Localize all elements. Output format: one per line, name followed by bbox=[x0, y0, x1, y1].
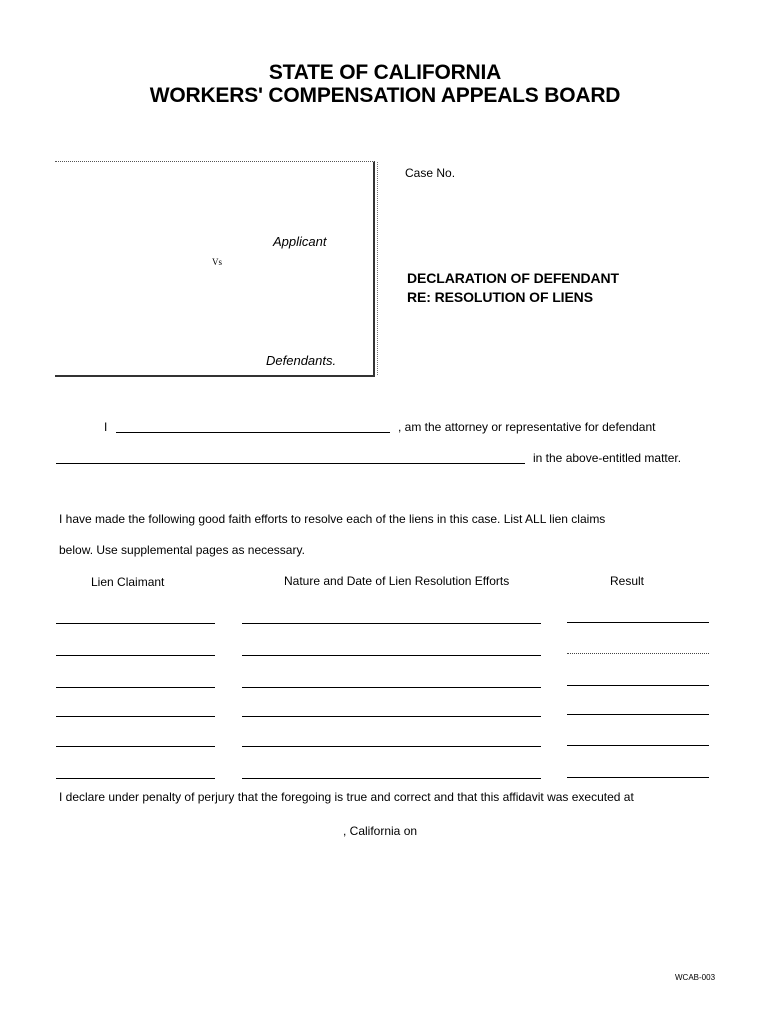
lien-claimant-line[interactable] bbox=[56, 778, 215, 779]
resolution-efforts-line[interactable] bbox=[242, 746, 541, 747]
result-line[interactable] bbox=[567, 685, 709, 686]
lien-claimant-line[interactable] bbox=[56, 655, 215, 656]
case-caption-box bbox=[55, 161, 375, 377]
penalty-of-perjury-statement: I declare under penalty of perjury that the foregoing is true and correct and that this affidavit was executed at bbox=[59, 790, 634, 804]
declaration-title-line1: DECLARATION OF DEFENDANT bbox=[407, 270, 619, 286]
declaration-title-line2: RE: RESOLUTION OF LIENS bbox=[407, 289, 593, 305]
applicant-label: Applicant bbox=[273, 234, 327, 249]
above-entitled-matter-text: in the above-entitled matter. bbox=[533, 451, 682, 465]
lien-claimant-line[interactable] bbox=[56, 623, 215, 624]
resolution-efforts-line[interactable] bbox=[242, 655, 541, 656]
column-header-resolution-efforts: Nature and Date of Lien Resolution Efforts bbox=[284, 574, 510, 588]
california-on-text: , California on bbox=[343, 824, 418, 838]
defendants-label: Defendants. bbox=[266, 353, 337, 368]
column-header-lien-claimant: Lien Claimant bbox=[91, 575, 165, 589]
form-id-label: WCAB-003 bbox=[675, 973, 716, 982]
case-number-label: Case No. bbox=[405, 166, 456, 180]
declarant-name-line[interactable] bbox=[116, 432, 390, 433]
lien-claimant-line[interactable] bbox=[56, 746, 215, 747]
declarant-i-label: I bbox=[104, 420, 108, 434]
result-line[interactable] bbox=[567, 653, 709, 654]
defendant-name-line[interactable] bbox=[56, 463, 525, 464]
efforts-statement-line2: below. Use supplemental pages as necessary. bbox=[59, 543, 305, 557]
result-line[interactable] bbox=[567, 622, 709, 623]
vs-label: Vs bbox=[212, 257, 223, 267]
resolution-efforts-line[interactable] bbox=[242, 716, 541, 717]
resolution-efforts-line[interactable] bbox=[242, 623, 541, 624]
lien-claimant-line[interactable] bbox=[56, 687, 215, 688]
result-line[interactable] bbox=[567, 777, 709, 778]
lien-claimant-line[interactable] bbox=[56, 716, 215, 717]
column-header-result: Result bbox=[610, 574, 645, 588]
result-line[interactable] bbox=[567, 745, 709, 746]
attorney-statement: , am the attorney or representative for defendant bbox=[398, 420, 656, 434]
form-title-board: WORKERS' COMPENSATION APPEALS BOARD bbox=[149, 84, 621, 107]
form-title-state: STATE OF CALIFORNIA bbox=[268, 61, 502, 84]
resolution-efforts-line[interactable] bbox=[242, 778, 541, 779]
resolution-efforts-line[interactable] bbox=[242, 687, 541, 688]
result-line[interactable] bbox=[567, 714, 709, 715]
efforts-statement-line1: I have made the following good faith efforts to resolve each of the liens in this case. List ALL lien claims bbox=[59, 512, 606, 526]
